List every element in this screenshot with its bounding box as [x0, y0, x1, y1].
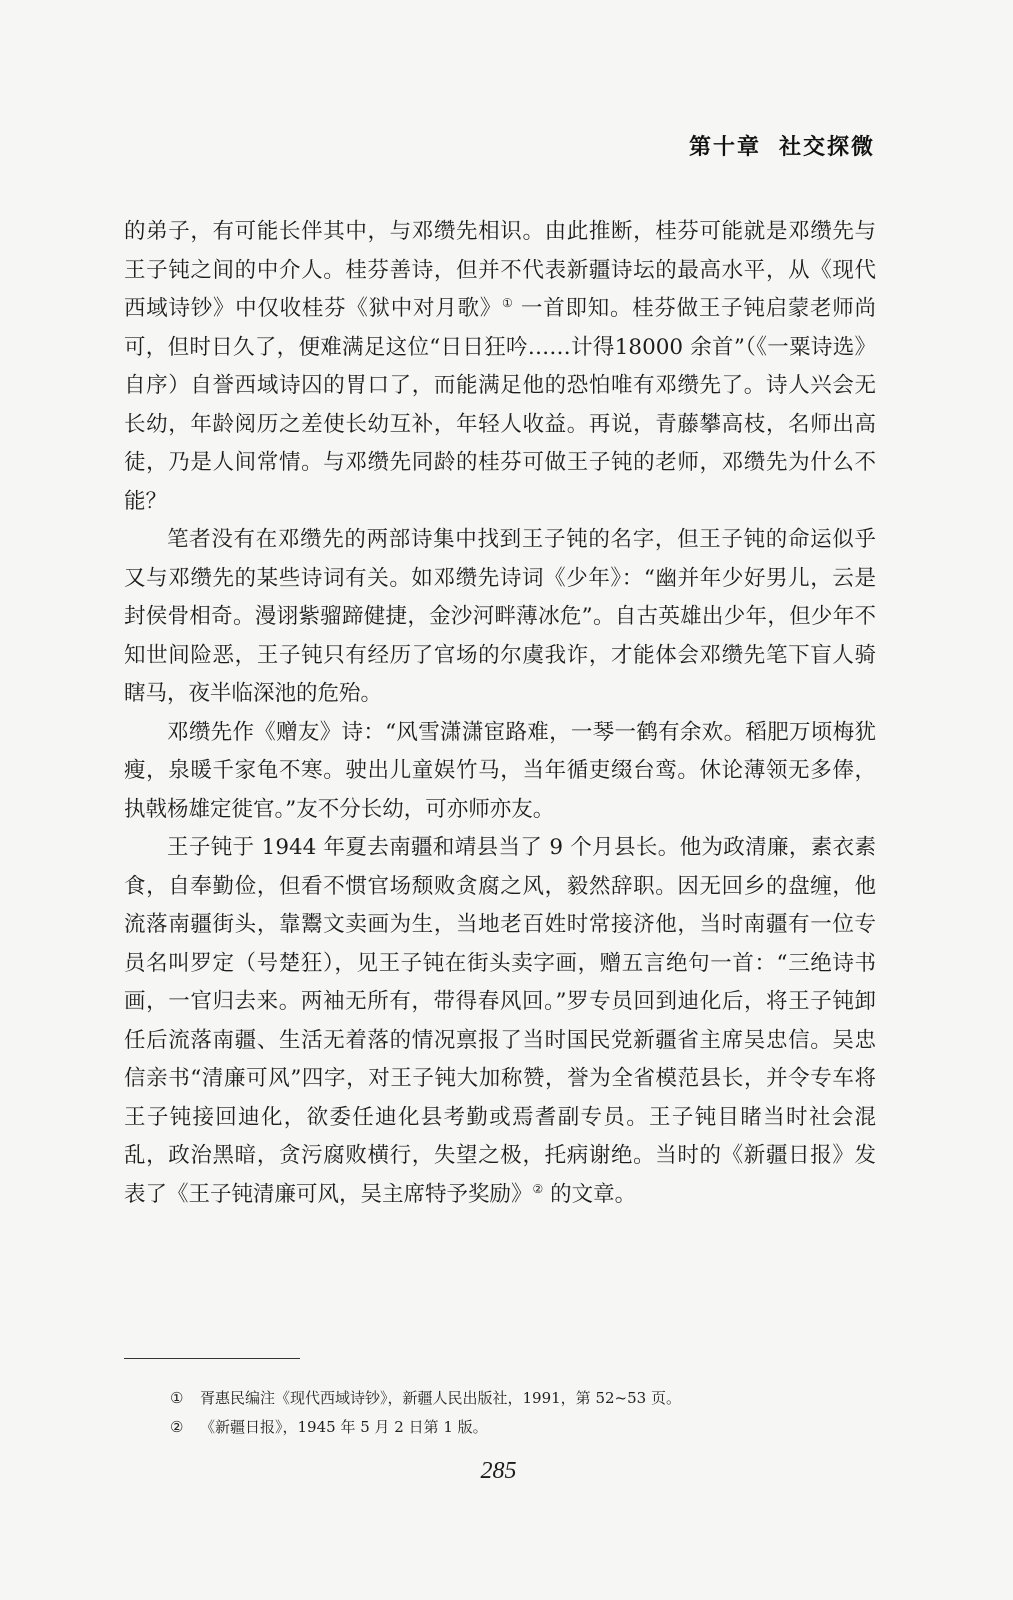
- paragraph-text: 一首即知。桂芬做王子钝启蒙老师尚可，但时日久了，便难满足这位“日日狂吟……计得18000 余首”（《一粟诗选》自序）自誉西域诗囚的胃口了，而能满足他的恐怕唯有邓缵先了。诗人兴会无长幼，年龄阅历之差使长幼互补，年轻人收益。再说，青藤攀高枝，名师出高徒，乃是人间常情。与邓缵先同龄的桂芬可做王子钝的老师，邓缵先为什么不能？: [124, 296, 876, 514]
- footnotes: [170, 1384, 870, 1442]
- chapter-title: 社交探微: [778, 134, 875, 160]
- footnote-text: 《新疆日报》，1945 年 5 月 2 日第 1 版。: [200, 1418, 488, 1436]
- footnote-marker: ②: [170, 1418, 184, 1436]
- footnote-reference[interactable]: ①: [501, 295, 514, 310]
- footnote-reference[interactable]: ②: [532, 1181, 544, 1196]
- footnote: [170, 1384, 870, 1413]
- body-text: [124, 213, 876, 1214]
- footnote-divider: [124, 1358, 300, 1359]
- footnote-marker: ①: [170, 1389, 184, 1407]
- paragraph-text: 的弟子，有可能长伴其中，与邓缵先相识。由此推断，桂芬可能就是邓缵先与王子钝之间的中介人。桂芬善诗，但并不代表新疆诗坛的最高水平，从《现代西域诗钞》中仅收桂芬《狱中对月歌》: [124, 219, 876, 321]
- paragraph: [124, 213, 876, 521]
- paragraph: [124, 829, 876, 1214]
- chapter-number: 第十章: [688, 134, 761, 160]
- paragraph-text: 笔者没有在邓缵先的两部诗集中找到王子钝的名字，但王子钝的命运似乎又与邓缵先的某些诗词有关。如邓缵先诗词《少年》：“幽并年少好男儿，云是封侯骨相奇。漫诩紫骝蹄健捷，金沙河畔薄冰危”。自古英雄出少年，但少年不知世间险恶，王子钝只有经历了官场的尔虞我诈，才能体会邓缵先笔下盲人骑瞎马，夜半临深池的危殆。: [124, 527, 876, 706]
- page-number: 285: [480, 1458, 517, 1484]
- paragraph: [124, 521, 876, 714]
- paragraph: [124, 714, 876, 830]
- paragraph-text: 的文章。: [543, 1181, 637, 1207]
- footnote-text: 胥惠民编注《现代西域诗钞》，新疆人民出版社，1991，第 52~53 页。: [200, 1389, 681, 1407]
- paragraph-text: 邓缵先作《赠友》诗：“风雪潇潇宦路难，一琴一鹤有余欢。稻肥万顷梅犹瘦，泉暖千家龟不寒。驶出儿童娱竹马，当年循吏缀台鸾。休论薄领无多俸，执戟杨雄定徙官。”友不分长幼，可亦师亦友。: [124, 719, 876, 822]
- footnote: [170, 1413, 870, 1442]
- running-header: [689, 130, 875, 161]
- paragraph-text: 王子钝于 1944 年夏去南疆和靖县当了 9 个月县长。他为政清廉，素衣素食，自奉勤俭，但看不惯官场颓败贪腐之风，毅然辞职。因无回乡的盘缠，他流落南疆街头，靠鬻文卖画为生，当地老百姓时常接济他，当时南疆有一位专员名叫罗定（号楚狂），见王子钝在街头卖字画，赠五言绝句一首：“三绝诗书画，一官归去来。两袖无所有，带得春风回。”罗专员回到迪化后，将王子钝卸任后流落南疆、生活无着落的情况禀报了当时国民党新疆省主席吴忠信。吴忠信亲书“清廉可风”四字，对王子钝大加称赞，誉为全省模范县长，并令专车将王子钝接回迪化，欲委任迪化县考勤或焉耆副专员。王子钝目睹当时社会混乱，政治黑暗，贪污腐败横行，失望之极，托病谢绝。当时的《新疆日报》发表了《王子钝清廉可风，吴主席特予奖励》: [124, 835, 876, 1207]
